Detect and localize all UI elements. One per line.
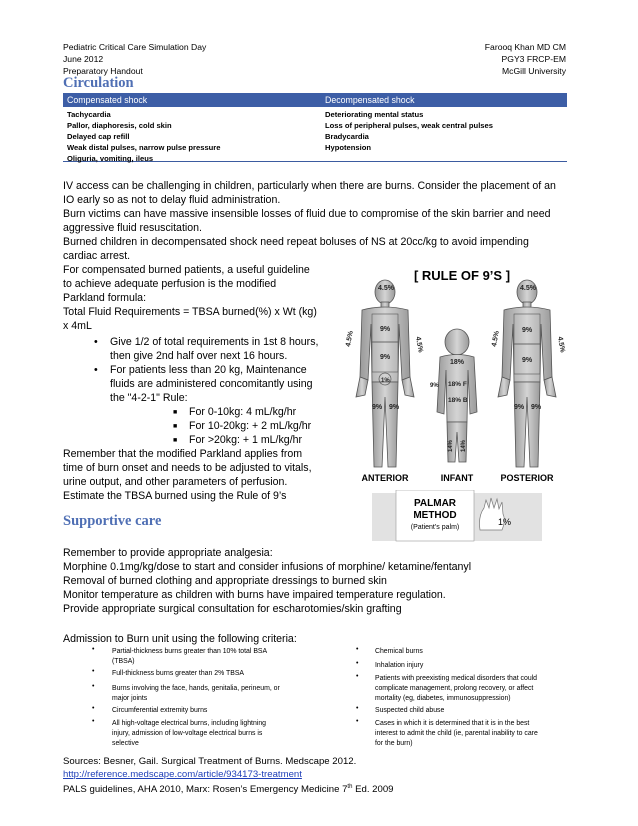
text-line: time of burn onset and needs to be adjusted to vitals, [63, 462, 312, 474]
text-line: mortality (eg, diabetes, immunosuppression) [375, 695, 511, 702]
parkland-notes [63, 447, 312, 503]
posterior-arm-right-label: 4.5% [556, 336, 566, 354]
text-line: x 4mL [63, 320, 92, 332]
text-line: IO early so as not to delay fluid administration. [63, 194, 281, 206]
anterior-arm-right-label: 4.5% [414, 336, 424, 354]
posterior-lower-back-label: 9% [522, 357, 533, 364]
header-author: Farooq Khan MD CM [484, 42, 566, 52]
decompensated-header: Decompensated shock [325, 95, 415, 105]
criteria-item: Chemical burns [375, 648, 423, 655]
text-line: Burns involving the face, hands, genitalia, perineum, or [112, 685, 280, 692]
criteria-item: Suspected child abuse [375, 707, 445, 714]
text-line: Partial-thickness burns greater than 10% total BSA [112, 648, 268, 655]
posterior-caption: POSTERIOR [500, 473, 554, 483]
decompensated-signs [325, 109, 493, 153]
palmar-method-figure [372, 490, 542, 544]
square-bullet: ■ [173, 423, 178, 430]
palmar-title-2: METHOD [413, 510, 457, 521]
text-line: Parkland formula: [63, 292, 147, 304]
text-line: aggressive fluid resuscitation. [63, 222, 202, 234]
palmar-subtitle: (Patient’s palm) [410, 524, 460, 531]
infant-front-label: 18% F [448, 381, 467, 388]
infant-caption: INFANT [440, 473, 474, 483]
criteria-item: Inhalation injury [375, 662, 424, 669]
palmar-value-label: 1% [498, 517, 512, 527]
square-bullet: ■ [173, 437, 178, 444]
text-line: IV access can be challenging in children, particularly when there are burns. Consider the placement of an [63, 180, 556, 192]
criteria-item [375, 719, 538, 749]
source-link-wrap [63, 768, 302, 781]
posterior-body-icon [498, 280, 556, 467]
table-cell: Weak distal pulses, narrow pulse pressure [67, 143, 221, 152]
source-line-3-text: PALS guidelines, AHA 2010, Marx: Rosen’s Emergency Medicine 7 [63, 784, 348, 796]
text-line: the "4-2-1" Rule: [110, 392, 188, 404]
anterior-leg-left-label: 9% [372, 404, 383, 411]
table-cell: Delayed cap refill [67, 132, 130, 141]
text-line: cardiac arrest. [63, 250, 131, 262]
text-line: fluids are administered concomitantly using [110, 378, 313, 390]
bullet-dot: • [92, 668, 95, 675]
source-line-3-end: Ed. 2009 [352, 784, 394, 796]
supportive-care-text [63, 546, 471, 616]
text-line: (TBSA) [112, 658, 135, 665]
bullet-item [110, 335, 318, 363]
table-cell: Hypotension [325, 143, 371, 152]
text-line: Morphine 0.1mg/kg/dose to start and consider infusions of morphine/ ketamine/fentanyl [63, 561, 472, 573]
anterior-abdomen-label: 9% [380, 354, 391, 361]
superscript: th [347, 784, 353, 790]
infant-leg-left-label: 14% [448, 439, 454, 452]
text-line: For patients less than 20 kg, Maintenance [110, 364, 307, 376]
supportive-care-heading: Supportive care [63, 513, 162, 529]
table-cell: Deteriorating mental status [325, 110, 424, 119]
compensated-header: Compensated shock [67, 95, 148, 105]
bullet-item [110, 363, 313, 405]
text-line: Burned children in decompensated shock need repeat boluses of NS at 20cc/kg to avoid impending [63, 236, 529, 248]
source-line-1: Sources: Besner, Gail. Surgical Treatment of Burns. Medscape 2012. [63, 756, 357, 767]
header-institution: McGill University [502, 66, 566, 76]
text-line: Remember that the modified Parkland applies from [63, 448, 303, 460]
anterior-arm-left-label: 4.5% [345, 330, 355, 348]
subbullet-item: For 10-20kg: + 2 mL/kg/hr [189, 420, 312, 432]
palmar-title-1: PALMAR [413, 498, 457, 509]
text-line: urine output, and other parameters of perfusion. [63, 476, 288, 488]
table-cell: Bradycardia [325, 132, 369, 141]
text-line: injury, admission of low-voltage electrical burns is [112, 730, 263, 737]
compensated-signs [67, 109, 220, 164]
text-line: complicate management, prolong recovery, or affect [375, 685, 534, 692]
text-line: for the burn) [375, 740, 413, 747]
text-line: Provide appropriate surgical consultation for escharotomies/skin grafting [63, 603, 402, 615]
anterior-body-icon [356, 280, 414, 467]
text-line: Give 1/2 of total requirements in 1st 8 hours, [110, 336, 319, 348]
text-line: Remember to provide appropriate analgesia: [63, 547, 273, 559]
bullet-dot: • [92, 718, 95, 725]
posterior-arm-left-label: 4.5% [491, 330, 501, 348]
shock-table [63, 93, 567, 162]
text-line: Monitor temperature as children with burns have impaired temperature regulation. [63, 589, 446, 601]
text-line: selective [112, 740, 139, 747]
header-position: PGY3 FRCP-EM [501, 54, 566, 64]
text-line: Patients with preexisting medical disorders that could [375, 675, 538, 682]
bullet-dot: • [356, 718, 359, 725]
criteria-item [375, 674, 537, 704]
medscape-link[interactable]: http://reference.medscape.com/article/934173-treatment [63, 769, 302, 780]
infant-arm-label: 9% [430, 383, 439, 389]
header-left [63, 41, 206, 77]
anterior-leg-right-label: 9% [389, 404, 400, 411]
rule-of-nines-figure [332, 262, 582, 492]
square-bullet: ■ [173, 409, 178, 416]
bullet-dot: • [356, 660, 359, 667]
table-cell: Loss of peripheral pulses, weak central pulses [325, 121, 493, 130]
infant-leg-right-label: 14% [461, 439, 467, 452]
table-cell: Pallor, diaphoresis, cold skin [67, 121, 172, 130]
header-right [485, 41, 566, 77]
bullet-dot: • [92, 705, 95, 712]
posterior-head-label: 4.5% [520, 285, 536, 292]
bullet-dot: • [94, 364, 98, 376]
source-line-3 [63, 781, 394, 796]
anterior-head-label: 4.5% [378, 285, 394, 292]
criteria-item: Full-thickness burns greater than 2% TBSA [112, 670, 245, 677]
infant-head-label: 18% [450, 359, 465, 366]
bullet-dot: • [92, 646, 95, 653]
subbullet-item: For 0-10kg: 4 mL/kg/hr [189, 406, 297, 418]
infant-body-icon [437, 329, 477, 462]
text-line: All high-voltage electrical burns, including lightning [112, 720, 266, 727]
text-line: Cases in which it is determined that it is in the best [375, 720, 530, 727]
text-line: interest to admit the child (ie, parental inability to care [375, 730, 538, 737]
text-line: Removal of burned clothing and appropriate dressings to burned skin [63, 575, 387, 587]
criteria-item [112, 719, 266, 749]
posterior-leg-right-label: 9% [531, 404, 542, 411]
bullet-dot: • [92, 683, 95, 690]
rule-of-nines-title: [ RULE OF 9’S ] [413, 268, 511, 283]
bullet-dot: • [356, 646, 359, 653]
anterior-groin-label: 1% [381, 378, 390, 384]
subbullet-item: For >20kg: + 1 mL/kg/hr [189, 434, 303, 446]
table-cell: Oliguria, vomiting, ileus [67, 154, 154, 163]
text-line: major joints [112, 695, 148, 702]
anterior-chest-label: 9% [380, 326, 391, 333]
anterior-caption: ANTERIOR [361, 473, 409, 483]
criteria-item [112, 647, 267, 667]
posterior-back-label: 9% [522, 327, 533, 334]
text-line: then give 2nd half over next 16 hours. [110, 350, 288, 362]
text-line: Burn victims can have massive insensible losses of fluid due to compromise of the skin barrier and need [63, 208, 551, 220]
criteria-item [112, 684, 280, 704]
posterior-leg-left-label: 9% [514, 404, 525, 411]
infant-back-label: 18% B [448, 397, 468, 404]
circulation-heading: Circulation [63, 75, 134, 91]
admission-intro: Admission to Burn unit using the following criteria: [63, 633, 297, 645]
bullet-dot: • [94, 336, 98, 348]
bullet-dot: • [356, 705, 359, 712]
bullet-dot: • [356, 673, 359, 680]
text-line: For compensated burned patients, a useful guideline [63, 264, 310, 276]
text-line: Estimate the TBSA burned using the Rule of 9’s [63, 490, 287, 502]
header-event: Pediatric Critical Care Simulation Day [63, 42, 207, 52]
table-cell: Tachycardia [67, 110, 111, 119]
text-line: to achieve adequate perfusion is the modified [63, 278, 277, 290]
criteria-item: Circumferential extremity burns [112, 707, 208, 714]
header-doc-type: Preparatory Handout [63, 66, 143, 76]
header-date: June 2012 [63, 54, 104, 64]
text-line: Total Fluid Requirements = TBSA burned(%) x Wt (kg) [63, 306, 317, 318]
